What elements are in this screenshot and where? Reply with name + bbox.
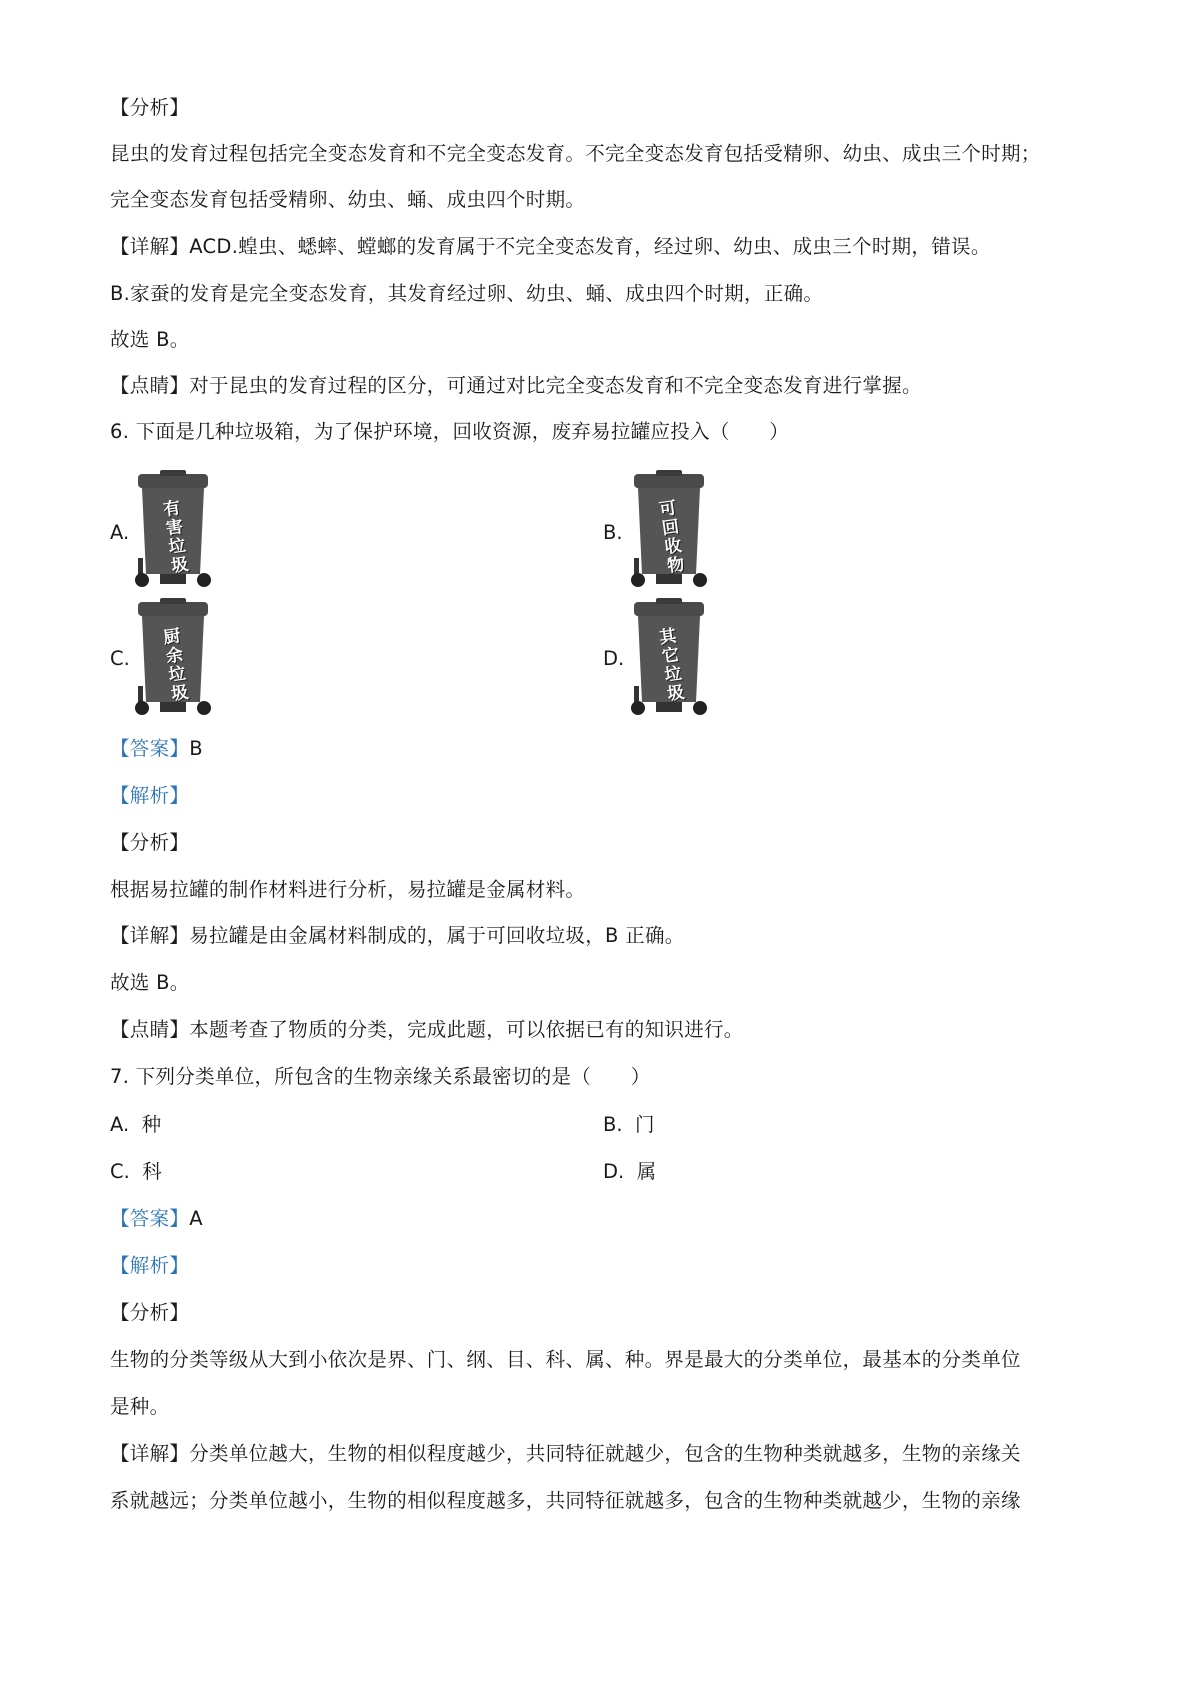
q6-option-b-label: B. <box>603 521 623 544</box>
q6-option-d-label: D. <box>603 647 625 670</box>
recyclable-bin-image <box>626 470 716 590</box>
answer-tag: 【答案】 <box>110 1207 190 1230</box>
q6-option-c-label: C. <box>110 647 130 670</box>
q5-analysis-line-2: 完全变态发育包括受精卵、幼虫、蛹、成虫四个时期。 <box>110 188 586 211</box>
q5-detail-line-2: B.家蚕的发育是完全变态发育，其发育经过卵、幼虫、蛹、成虫四个时期，正确。 <box>110 282 824 305</box>
bin-label: 有 害 垃 圾 <box>162 498 190 577</box>
bin-label: 其 它 垃 圾 <box>658 626 686 705</box>
q7-detail-line-1: 【详解】分类单位越大，生物的相似程度越少，共同特征就越少，包含的生物种类就越多，生物的亲缘关 <box>110 1442 1021 1465</box>
q5-detail-line-1: 【详解】ACD.蝗虫、蟋蟀、螳螂的发育属于不完全变态发育，经过卵、幼虫、成虫三个时期，错误。 <box>110 235 991 258</box>
q6-comment: 【点睛】本题考查了物质的分类，完成此题，可以依据已有的知识进行。 <box>110 1018 744 1041</box>
q6-analysis: 根据易拉罐的制作材料进行分析，易拉罐是金属材料。 <box>110 878 586 901</box>
q7-explain-tag: 【解析】 <box>110 1254 190 1277</box>
q7-detail-line-2: 系就越远；分类单位越小，生物的相似程度越多，共同特征就越多，包含的生物种类就越少，生物的亲缘 <box>110 1489 1021 1512</box>
bin-label: 厨 余 垃 圾 <box>162 626 190 705</box>
q5-choice: 故选 B。 <box>110 328 190 351</box>
kitchen-waste-bin-image <box>130 598 220 718</box>
q6-answer <box>110 735 203 763</box>
q7-option-a: A. 种 <box>110 1113 162 1136</box>
q6-choice: 故选 B。 <box>110 971 190 994</box>
hazardous-waste-bin-image <box>130 470 220 590</box>
answer-tag: 【答案】 <box>110 737 190 760</box>
q7-analysis-line-1: 生物的分类等级从大到小依次是界、门、纲、目、科、属、种。界是最大的分类单位，最基本的分类单位 <box>110 1348 1021 1371</box>
q5-analysis-heading: 【分析】 <box>110 96 190 119</box>
q6-option-a-label: A. <box>110 521 130 544</box>
q7-option-b: B. 门 <box>603 1113 655 1136</box>
answer-value: B <box>189 737 203 760</box>
answer-value: A <box>189 1207 203 1230</box>
q5-comment: 【点睛】对于昆虫的发育过程的区分，可通过对比完全变态发育和不完全变态发育进行掌握。 <box>110 374 922 397</box>
q7-stem: 7. 下列分类单位，所包含的生物亲缘关系最密切的是（ ） <box>110 1065 651 1088</box>
q6-analysis-heading: 【分析】 <box>110 831 190 854</box>
q7-answer <box>110 1205 203 1233</box>
q5-analysis-line-1: 昆虫的发育过程包括完全变态发育和不完全变态发育。不完全变态发育包括受精卵、幼虫、成虫三个时期； <box>110 142 1041 165</box>
q7-analysis-heading: 【分析】 <box>110 1301 190 1324</box>
q6-detail: 【详解】易拉罐是由金属材料制成的，属于可回收垃圾，B 正确。 <box>110 924 685 947</box>
q7-option-d: D. 属 <box>603 1160 657 1183</box>
q6-stem: 6. 下面是几种垃圾箱，为了保护环境，回收资源，废弃易拉罐应投入（ ） <box>110 420 790 443</box>
bin-label: 可 回 收 物 <box>658 498 686 577</box>
q7-option-c: C. 科 <box>110 1160 162 1183</box>
q6-explain-tag: 【解析】 <box>110 784 190 807</box>
q7-analysis-line-2: 是种。 <box>110 1395 170 1418</box>
other-waste-bin-image <box>626 598 716 718</box>
